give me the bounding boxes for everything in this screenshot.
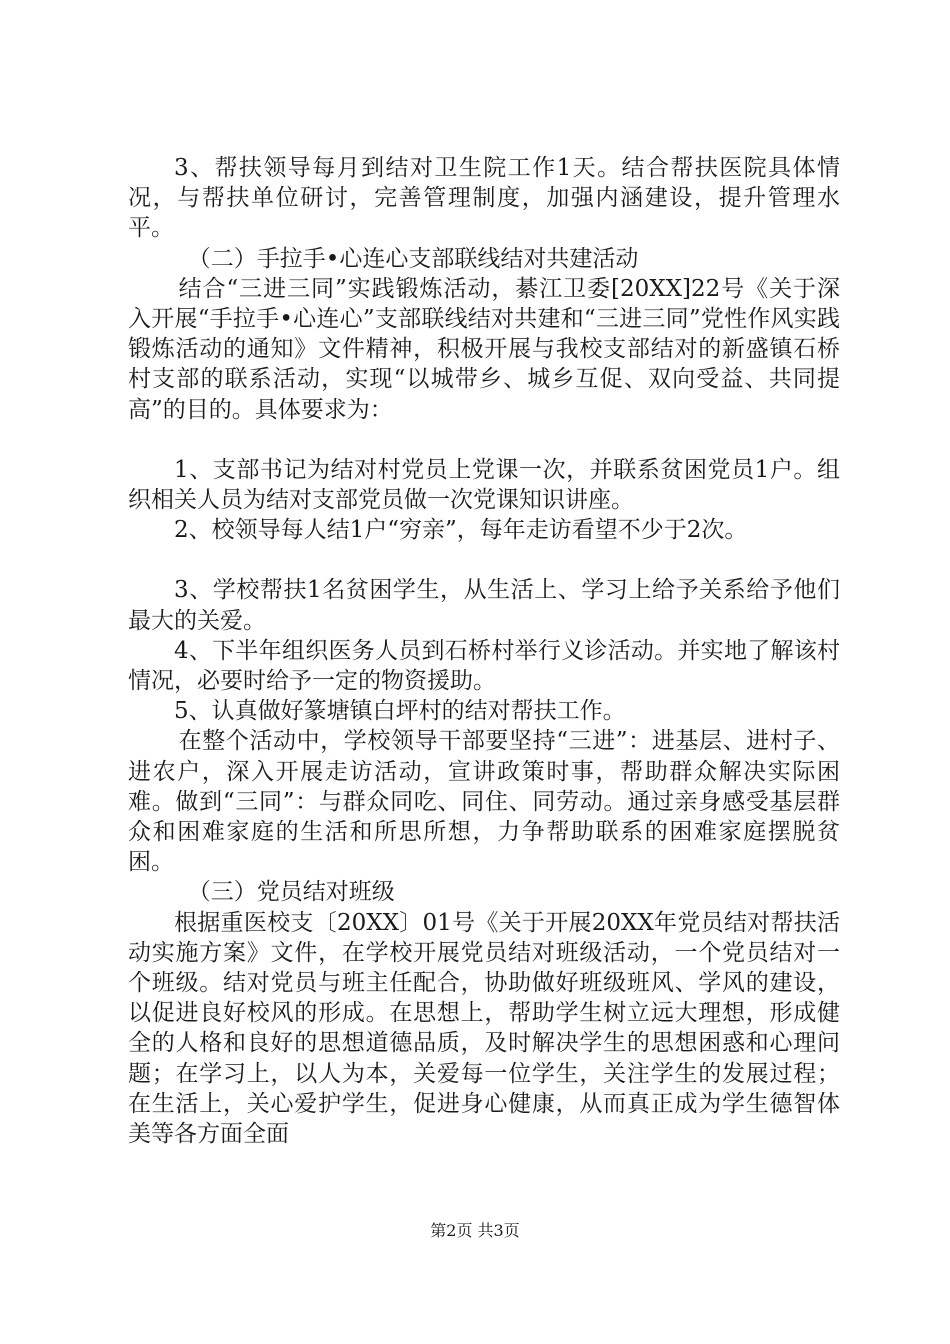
list-item-1: 1、支部书记为结对村党员上党课一次，并联系贫困党员1户。组织相关人员为结对支部党员做一次党课知识讲座。: [128, 456, 840, 514]
paragraph-help-leader: 3、帮扶领导每月到结对卫生院工作1天。结合帮扶医院具体情况，与帮扶单位研讨，完善管理制度，加强内涵建设，提升管理水平。: [128, 155, 840, 242]
list-item-3: 3、学校帮扶1名贫困学生，从生活上、学习上给予关系给予他们最大的关爱。: [128, 577, 840, 634]
list-item-4: 4、下半年组织医务人员到石桥村举行义诊活动。并实地了解该村情况，必要时给予一定的物资援助。: [128, 637, 840, 695]
paragraph-party-class: 根据重医校支〔20XX〕01号《关于开展20XX年党员结对帮扶活动实施方案》文件，在学校开展党员结对班级活动，一个党员结对一个班级。结对党员与班主任配合，协助做好班级班风、学风的建设，以促进良好校风的形成。在思想上，帮助学生树立远大理想，形成健全的人格和良好的思想道德品质，及时解决学生的思想困惑和心理问题；在学习上，以人为本，关爱每一位学生，关注学生的发展过程；在生活上，关心爱护学生，促进身心健康，从而真正成为学生德智体美等各方面全面: [128, 909, 840, 1148]
list-item-5: 5、认真做好篆塘镇白坪村的结对帮扶工作。: [174, 698, 626, 725]
page-footer: 第2页 共3页: [430, 1221, 520, 1240]
paragraph-whole-activity: 在整个活动中，学校领导干部要坚持“三进”：进基层、进村子、进农户，深入开展走访活动，宣讲政策时事，帮助群众解决实际困难。做到“三同”：与群众同吃、同住、同劳动。通过亲身感受基层群众和困难家庭的生活和所思所想，力争帮助联系的困难家庭摆脱贫困。: [128, 728, 840, 876]
paragraph-combine-activity: 结合“三进三同”实践锻炼活动，綦江卫委[20XX]22号《关于深入开展“手拉手•心连心”支部联线结对共建和“三进三同”党性作风实践锻炼活动的通知》文件精神，积极开展与我校支部结对的新盛镇石桥村支部的联系活动，实现“以城带乡、城乡互促、双向受益、共同提高”的目的。具体要求为：: [128, 275, 840, 423]
section-heading-2: （二）手拉手•心连心支部联线结对共建活动: [187, 245, 639, 272]
section-heading-3: （三）党员结对班级: [187, 879, 395, 906]
list-item-2: 2、校领导每人结1户“穷亲”，每年走访看望不少于2次。: [174, 517, 748, 544]
document-body: [128, 153, 840, 1149]
